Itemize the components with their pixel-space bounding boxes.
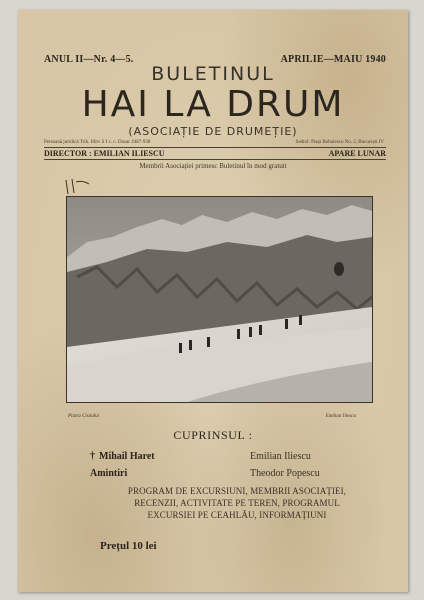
photo-location: Piatra Craiului [68, 414, 99, 419]
toc-item-title: Mihail Haret [99, 451, 155, 462]
table-of-contents [90, 451, 380, 485]
program-summary [88, 485, 386, 521]
publication-frequency: APARE LUNAR [328, 149, 386, 158]
cross-icon: † [90, 451, 95, 462]
program-line: PROGRAM DE EXCURSIUNI, MEMBRII ASOCIAȚIEI, [127, 486, 347, 496]
handwritten-mark [63, 178, 91, 196]
magazine-cover [18, 10, 408, 592]
masthead-buletinul: BULETINUL [151, 63, 275, 85]
divider-rule [44, 159, 386, 160]
toc-item-author: Theodor Popescu [250, 468, 320, 479]
legal-registration: Persoană juridică Trib. Ilfov S I c. c. Dosar 4487-938 [44, 140, 151, 145]
issue-number: ANUL II—Nr. 4—5. [44, 54, 134, 65]
membership-notice: Membrii Asociației primesc Buletinul în mod gratuit [139, 162, 287, 170]
legal-address: Sediul: Piața Bobulescu No. 2, București IV [295, 140, 384, 145]
cover-photo-mountain [66, 196, 373, 403]
price-label: Prețul 10 lei [100, 540, 157, 552]
director-name: DIRECTOR : EMILIAN ILIESCU [44, 149, 165, 158]
photo-credit: Emilian Iliescu [325, 414, 356, 419]
masthead-title: HAI LA DRUM [81, 84, 345, 125]
toc-item [90, 468, 380, 485]
program-line: EXCURSIEI PE CEAHLĂU, INFORMAȚIUNI [147, 510, 327, 520]
divider-rule [44, 147, 386, 148]
toc-item-author: Emilian Iliescu [250, 451, 311, 462]
toc-item [90, 451, 380, 468]
issue-date: APRILIE—MAIU 1940 [280, 54, 386, 65]
program-line: RECENZII, ACTIVITATE PE TEREN, PROGRAMUL [134, 498, 340, 508]
masthead-subtitle: (ASOCIAȚIE DE DRUMEȚIE) [128, 125, 298, 138]
contents-heading: CUPRINSUL : [173, 428, 253, 442]
toc-item-title: Amintiri [90, 468, 128, 479]
